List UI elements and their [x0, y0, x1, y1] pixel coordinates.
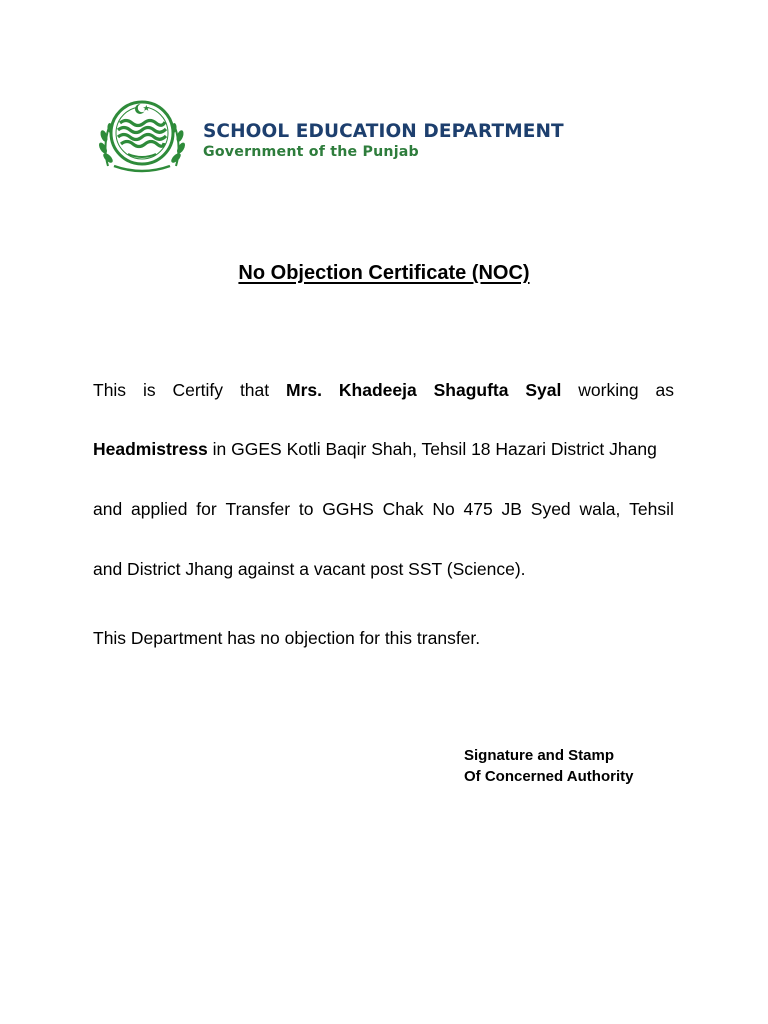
paragraph-line-3	[93, 499, 674, 523]
person-name-word: Syal	[525, 380, 562, 400]
paragraph-line-1	[93, 380, 674, 404]
word: 475	[463, 499, 493, 519]
letterhead	[94, 96, 594, 174]
word: Syed	[530, 499, 571, 519]
word: working	[578, 380, 639, 400]
signature-line-2: Of Concerned Authority	[464, 768, 634, 785]
person-name-word: Khadeeja	[338, 380, 417, 400]
word: This	[93, 380, 127, 400]
word: and	[93, 499, 123, 519]
word: Certify	[172, 380, 224, 400]
government-name: Government of the Punjab	[203, 144, 419, 160]
line-2-text	[93, 439, 657, 463]
word: applied	[131, 499, 188, 519]
word: to	[298, 499, 314, 519]
word: as	[655, 380, 674, 400]
word: Transfer	[225, 499, 291, 519]
designation: Headmistress	[93, 439, 208, 459]
word: Chak	[382, 499, 424, 519]
signature-line-1: Signature and Stamp	[464, 747, 615, 764]
word: GGHS	[322, 499, 374, 519]
word: Tehsil	[629, 499, 674, 519]
word: that	[239, 380, 270, 400]
word: wala,	[579, 499, 621, 519]
paragraph-line-4	[93, 559, 674, 583]
word: JB	[501, 499, 522, 519]
department-name: SCHOOL EDUCATION DEPARTMENT	[203, 121, 564, 142]
word: No	[432, 499, 455, 519]
person-name-word: Mrs.	[286, 380, 323, 400]
signature-block	[464, 745, 633, 787]
paragraph-line-4-text: and District Jhang against a vacant post SST (Science).	[93, 559, 526, 579]
paragraph-line-2	[93, 439, 674, 463]
word: for	[196, 499, 217, 519]
person-name-word: Shagufta	[433, 380, 509, 400]
word: is	[142, 380, 156, 400]
no-objection-statement: This Department has no objection for this transfer.	[93, 628, 481, 648]
document-title: No Objection Certificate (NOC)	[238, 262, 530, 284]
punjab-government-seal-icon	[94, 96, 190, 174]
posting-text: in GGES Kotli Baqir Shah, Tehsil 18 Hazari District Jhang	[207, 439, 657, 459]
